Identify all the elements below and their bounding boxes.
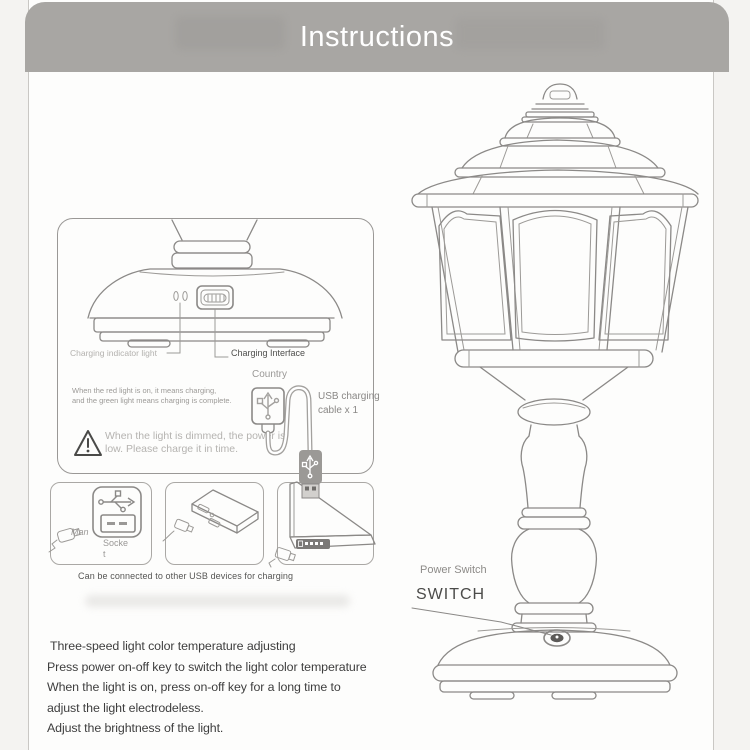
power-switch-label: Power Switch xyxy=(420,564,487,576)
usb-connector-top xyxy=(252,388,284,433)
switch-label: SWITCH xyxy=(416,586,486,603)
interface-leader-line xyxy=(215,310,228,357)
usb-connector-bottom xyxy=(299,450,322,498)
note-line: adjust the light electrodeless. xyxy=(47,700,204,715)
usb-trident-icon xyxy=(99,491,134,512)
page-title: Instructions xyxy=(299,20,455,53)
usb-trident-icon xyxy=(258,393,279,419)
lantern-head xyxy=(412,84,698,367)
socket-label: Socke t xyxy=(103,538,129,559)
wall-socket-icon xyxy=(49,487,141,552)
note-line: Three-speed light color temperature adjusting xyxy=(50,639,296,653)
lamp-drawing xyxy=(405,82,717,722)
charging-interface-label: Charging Interface xyxy=(231,348,306,358)
note-line: Adjust the brightness of the light. xyxy=(47,721,224,736)
red-light-note: When the red light is on, it means charging, and the green light means charging is complete. xyxy=(72,386,232,405)
country-label: Country xyxy=(252,369,288,380)
warning-note: When the light is dimmed, the power is low. Please charge it in time. xyxy=(105,430,286,455)
usb-caption: Can be connected to other USB devices for charging xyxy=(78,571,294,581)
usb-cable-drawing xyxy=(240,380,340,502)
charging-indicator-label: Charging indicator light xyxy=(70,348,157,358)
plug-icon xyxy=(57,526,81,543)
watermark-smudge xyxy=(455,18,605,50)
usb-cable-wire xyxy=(268,388,310,453)
usb-cable-label: USB charging cable x 1 xyxy=(318,391,380,416)
plug-label: Man xyxy=(71,527,89,537)
warning-triangle-icon xyxy=(75,431,101,455)
plug-icon xyxy=(275,547,296,562)
note-line: When the light is on, press on-off key for a long time to xyxy=(47,680,341,695)
lamp-stem xyxy=(480,367,628,632)
watermark-smudge xyxy=(85,595,350,607)
watermark-smudge xyxy=(175,16,285,50)
plug-icon xyxy=(174,519,194,534)
lamp-neck xyxy=(172,220,257,268)
usb-port-drawing xyxy=(197,286,233,309)
header-bar xyxy=(25,2,729,72)
charging-indicator-lights xyxy=(174,292,187,301)
note-line: Press power on-off key to switch the light color temperature xyxy=(47,659,367,674)
notes-block xyxy=(47,636,407,739)
